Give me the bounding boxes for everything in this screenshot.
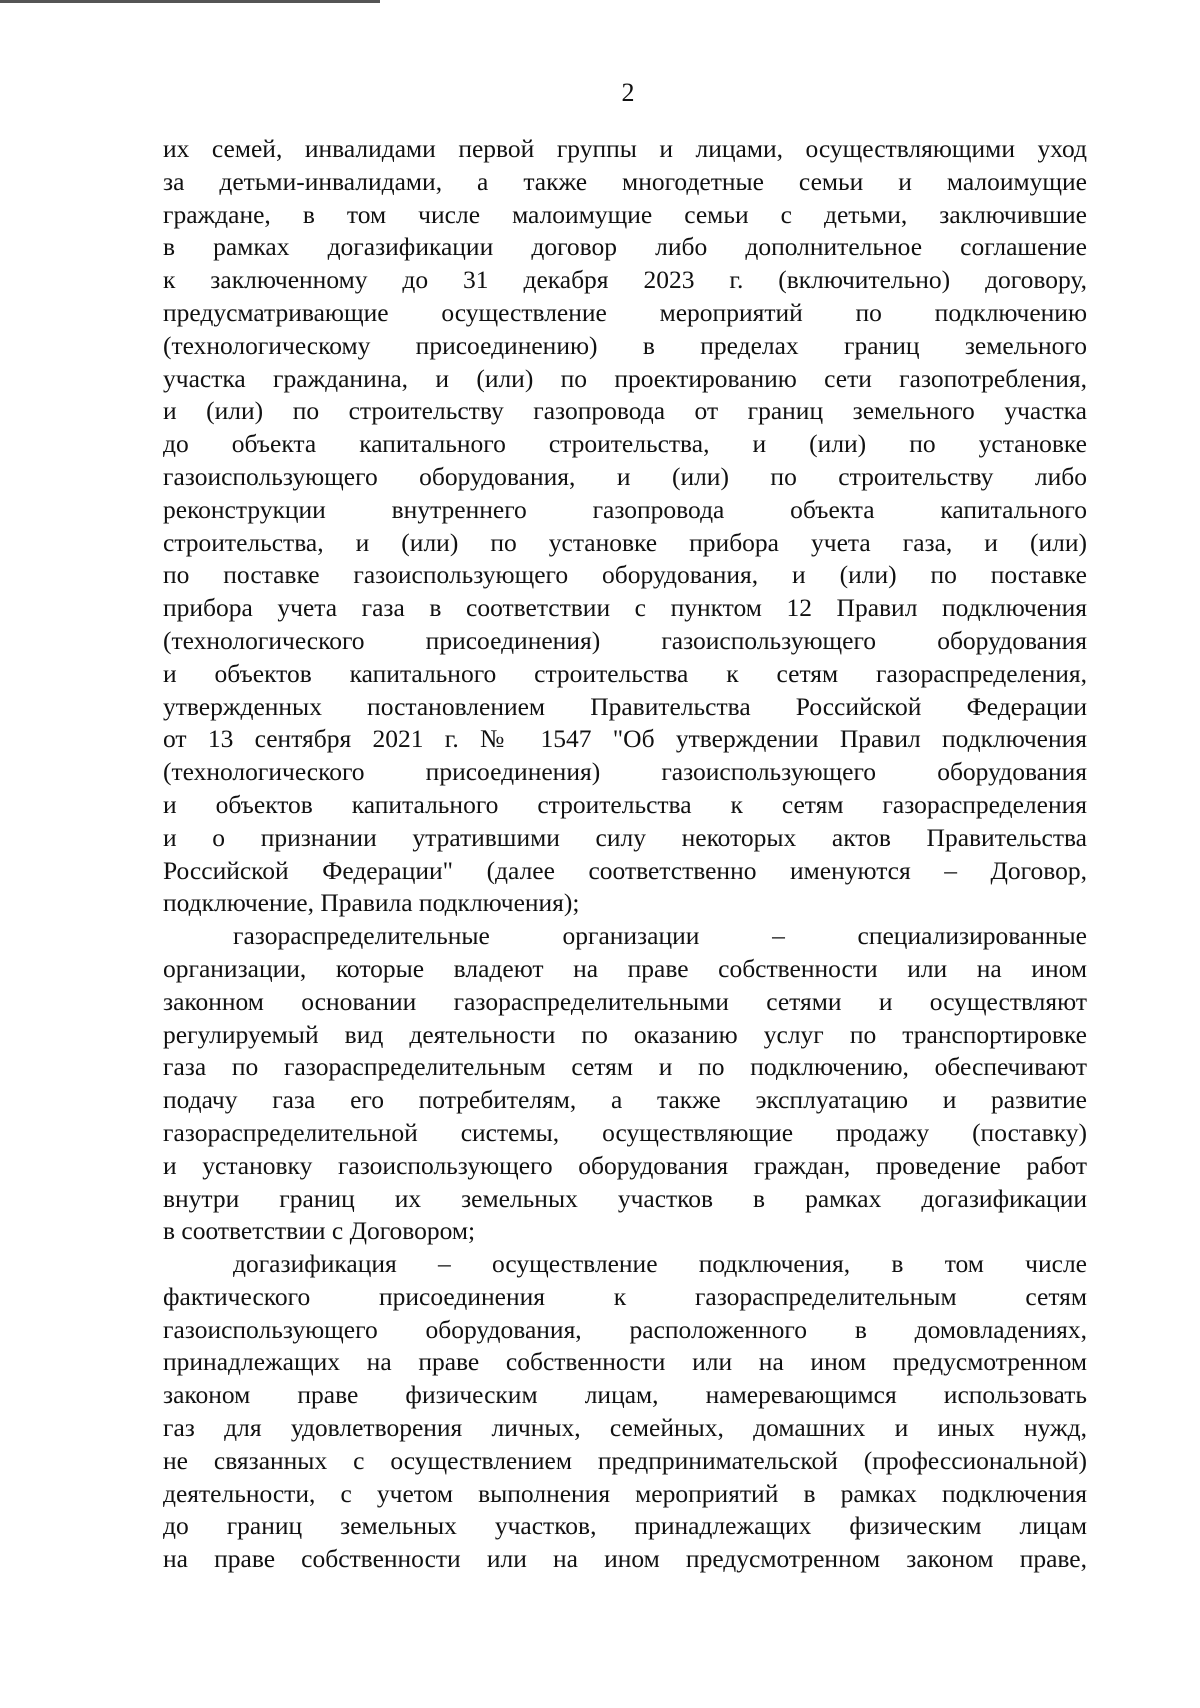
text-line: на праве собственности или на ином предусмотренном законом праве, [163,1544,1087,1574]
paragraph [163,920,1087,1248]
text-line: Российской Федерации" (далее соответственно именуются – Договор, [163,855,1087,885]
text-line: принадлежащих на праве собственности или на ином предусмотренном [163,1347,1087,1377]
text-line: подачу газа его потребителям, а также эксплуатацию и развитие [163,1085,1087,1115]
text-line: законом праве физическим лицам, намеревающимся использовать [163,1380,1087,1410]
text-line: регулируемый вид деятельности по оказанию услуг по транспортировке [163,1019,1087,1049]
text-line: организации, которые владеют на праве собственности или на ином [163,953,1087,983]
text-line: в соответствии с Договором; [163,1216,476,1246]
text-line: газа по газораспределительным сетям и по подключению, обеспечивают [163,1052,1087,1082]
text-line: прибора учета газа в соответствии с пунктом 12 Правил подключения [163,593,1087,623]
document-body [163,133,1087,1576]
text-line: их семей, инвалидами первой группы и лицами, осуществляющими уход [163,134,1087,163]
text-line: и (или) по строительству газопровода от границ земельного участка [163,396,1087,426]
text-line: и объектов капитального строительства к сетям газораспределения [163,789,1087,819]
text-line: за детьми-инвалидами, а также многодетные семьи и малоимущие [163,166,1087,196]
page-number: 2 [621,78,635,107]
text-line: реконструкции внутреннего газопровода объекта капитального [163,494,1087,524]
text-line: от 13 сентября 2021 г. № 1547 "Об утверждении Правил подключения [163,724,1087,754]
text-line: деятельности, с учетом выполнения мероприятий в рамках подключения [163,1478,1087,1508]
text-line: догазификация – осуществление подключения, в том числе [233,1249,1087,1279]
text-line: к заключенному до 31 декабря 2023 г. (включительно) договору, [163,265,1087,295]
text-line: и объектов капитального строительства к сетям газораспределения, [163,658,1087,688]
text-line: газораспределительные организации – специализированные [233,921,1087,951]
text-line: внутри границ их земельных участков в рамках догазификации [163,1183,1087,1213]
text-line: фактического присоединения к газораспределительным сетям [163,1281,1087,1311]
text-line: по поставке газоиспользующего оборудования, и (или) по поставке [163,560,1087,590]
text-line: граждане, в том числе малоимущие семьи с детьми, заключившие [163,199,1087,229]
text-line: не связанных с осуществлением предпринимательской (профессиональной) [163,1445,1087,1475]
paragraph [163,133,1087,920]
text-line: (технологическому присоединению) в пределах границ земельного [163,330,1087,360]
text-line: строительства, и (или) по установке прибора учета газа, и (или) [163,527,1087,557]
paragraph [163,1248,1087,1576]
text-line: и о признании утратившими силу некоторых актов Правительства [163,822,1087,852]
text-line: участка гражданина, и (или) по проектированию сети газопотребления, [163,363,1087,393]
text-line: газоиспользующего оборудования, расположенного в домовладениях, [163,1314,1087,1344]
text-line: до объекта капитального строительства, и (или) по установке [163,429,1087,459]
text-line: предусматривающие осуществление мероприятий по подключению [163,297,1087,327]
text-line: подключение, Правила подключения); [163,888,580,918]
text-line: газораспределительной системы, осуществляющие продажу (поставку) [163,1117,1087,1147]
text-line: и установку газоиспользующего оборудования граждан, проведение работ [163,1150,1087,1180]
text-line: газоиспользующего оборудования, и (или) по строительству либо [163,461,1087,491]
scan-top-edge-line [0,0,380,3]
text-line: до границ земельных участков, принадлежащих физическим лицам [163,1511,1087,1541]
text-line: законном основании газораспределительными сетями и осуществляют [163,986,1087,1016]
text-line: (технологического присоединения) газоиспользующего оборудования [163,757,1087,787]
text-line: (технологического присоединения) газоиспользующего оборудования [163,625,1087,655]
text-line: в рамках догазификации договор либо дополнительное соглашение [163,232,1087,262]
text-line: утвержденных постановлением Правительства Российской Федерации [163,691,1087,721]
text-line: газ для удовлетворения личных, семейных, домашних и иных нужд, [163,1413,1087,1443]
